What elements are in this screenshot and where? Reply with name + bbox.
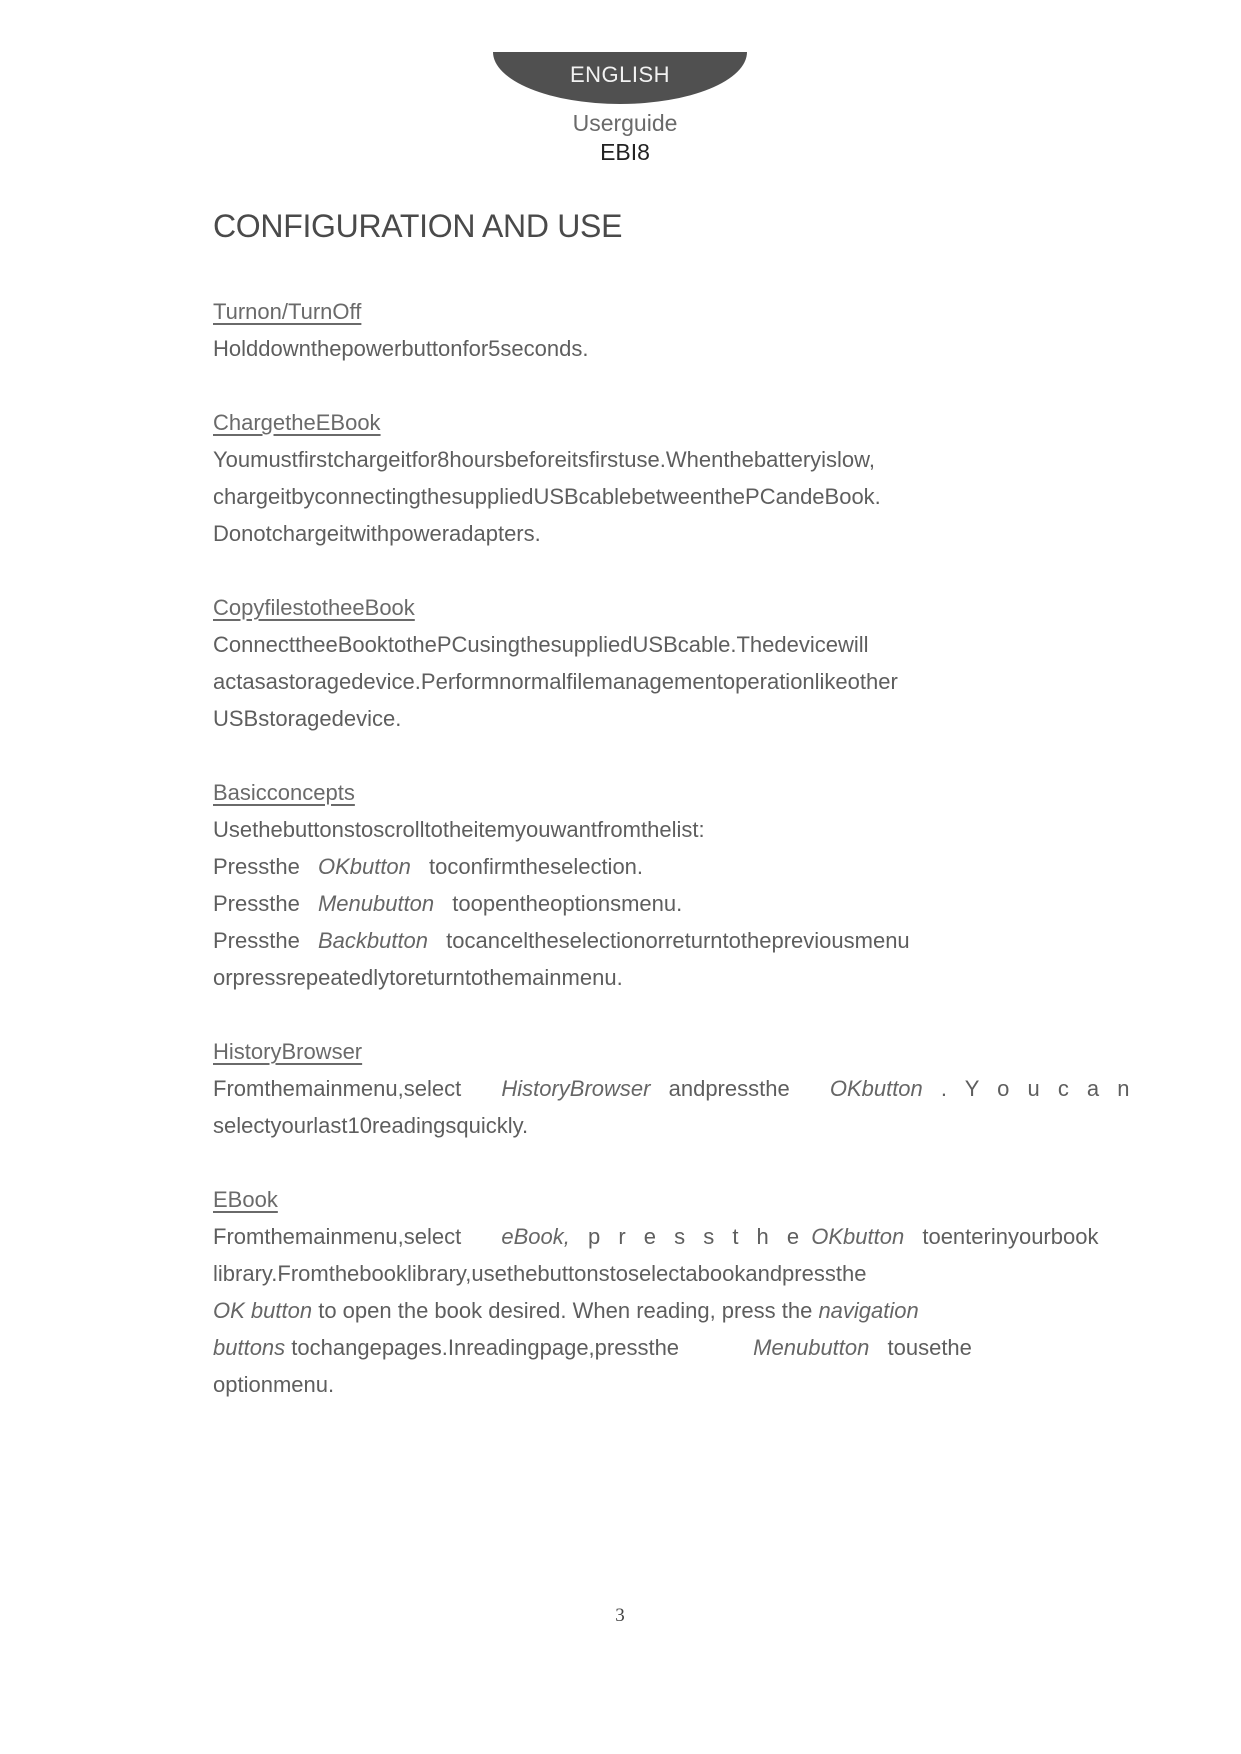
section-history-browser xyxy=(213,1033,1136,1144)
back-button-line xyxy=(213,922,1063,959)
change-pages-text: tochangepages.Inreadingpage,pressthe xyxy=(291,1335,680,1360)
content xyxy=(213,293,1136,1440)
text-line: chargeitbyconnectingthesuppliedUSBcablebetweenthePCandeBook. xyxy=(213,484,881,509)
model-name: EBI8 xyxy=(600,139,650,165)
ok-action-text: toconfirmtheselection. xyxy=(429,854,644,879)
section-heading-ebook: EBook xyxy=(213,1187,278,1212)
buttons-term: buttons xyxy=(213,1335,286,1360)
text-line: USBstoragedevice. xyxy=(213,706,402,731)
open-book-text: to open the book desired. When reading, press the xyxy=(318,1298,813,1323)
menu-button-line xyxy=(213,885,1063,922)
text-line: ConnecttheeBooktothePCusingthesuppliedUSBcable.Thedevicewill xyxy=(213,632,869,657)
ebook-line-1 xyxy=(213,1218,1099,1255)
text-line: selectyourlast10readingsquickly. xyxy=(213,1113,529,1138)
text-line: library.Fromthebooklibrary,usethebuttonstoselectabookandpressthe xyxy=(213,1261,867,1286)
text-line: optionmenu. xyxy=(213,1372,335,1397)
use-the-text: tousethe xyxy=(887,1335,972,1360)
text-line: orpressrepeatedlytoreturntothemainmenu. xyxy=(213,965,623,990)
you-can-text: . Y o u c a n xyxy=(940,1076,1136,1101)
back-button-term: Backbutton xyxy=(317,928,429,953)
section-basic-concepts xyxy=(213,774,1063,996)
history-browser-term: HistoryBrowser xyxy=(501,1076,651,1101)
ok-button-term: OKbutton xyxy=(829,1076,923,1101)
language-tab-label: ENGLISH xyxy=(569,62,671,87)
ebook-term: eBook, xyxy=(501,1224,570,1249)
navigation-term: navigation xyxy=(818,1298,919,1323)
ok-button-term: OK button xyxy=(213,1298,313,1323)
from-text: Fromthemainmenu,select xyxy=(213,1076,462,1101)
ebook-line-4 xyxy=(213,1329,1063,1366)
text-line: Usethebuttonstoscrolltotheitemyouwantfromthelist: xyxy=(213,817,705,842)
document-type: Userguide xyxy=(572,110,678,136)
section-ebook xyxy=(213,1181,1099,1403)
section-charge xyxy=(213,404,1063,552)
section-heading-history: HistoryBrowser xyxy=(213,1039,363,1064)
press-text: Pressthe xyxy=(213,928,300,953)
text-line: Donotchargeitwithpoweradapters. xyxy=(213,521,541,546)
section-copy xyxy=(213,589,1063,737)
ebook-line-3 xyxy=(213,1292,1063,1329)
press-text: Pressthe xyxy=(213,854,300,879)
press-the-text: p r e s s t h e xyxy=(587,1224,806,1249)
history-line xyxy=(213,1070,1136,1107)
section-power xyxy=(213,293,1063,367)
section-heading-basic: Basicconcepts xyxy=(213,780,355,805)
from-text: Fromthemainmenu,select xyxy=(213,1224,462,1249)
ok-button-term: OKbutton xyxy=(317,854,411,879)
text-line: actasastoragedevice.Performnormalfilemanagementoperationlikeother xyxy=(213,669,898,694)
menu-button-term: Menubutton xyxy=(753,1335,870,1360)
text-line: Holddownthepowerbuttonfor5seconds. xyxy=(213,336,589,361)
and-press-text: andpressthe xyxy=(668,1076,790,1101)
ok-button-line xyxy=(213,848,1063,885)
section-heading-power: Turnon/TurnOff xyxy=(213,299,362,324)
back-action-text: tocanceltheselectionorreturntothepreviousmenu xyxy=(446,928,910,953)
menu-action-text: toopentheoptionsmenu. xyxy=(452,891,683,916)
page-number: 3 xyxy=(615,1605,625,1626)
to-enter-text: toenterinyourbook xyxy=(922,1224,1099,1249)
section-heading-copy: CopyfilestotheeBook xyxy=(213,595,415,620)
section-heading-charge: ChargetheEBook xyxy=(213,410,381,435)
page-title: CONFIGURATION AND USE xyxy=(213,208,623,244)
press-text: Pressthe xyxy=(213,891,300,916)
menu-button-term: Menubutton xyxy=(317,891,435,916)
text-line: Youmustfirstchargeitfor8hoursbeforeitsfirstuse.Whenthebatteryislow, xyxy=(213,447,875,472)
ok-button-term: OKbutton xyxy=(811,1224,905,1249)
